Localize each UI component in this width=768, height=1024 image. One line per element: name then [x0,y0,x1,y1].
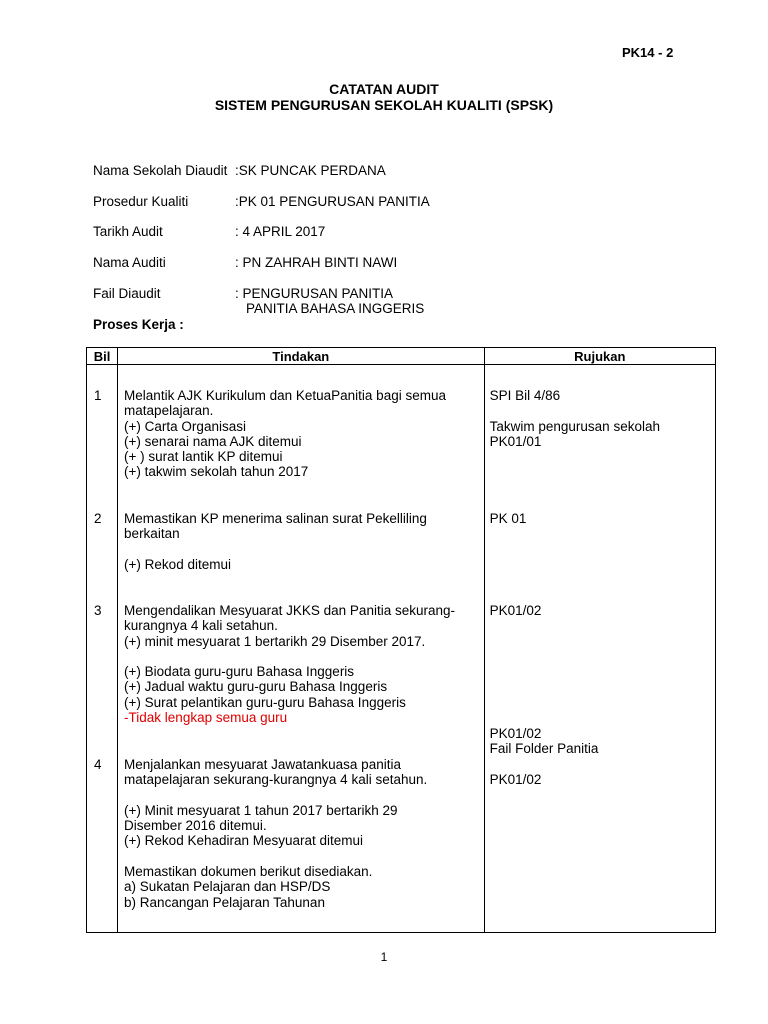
rujukan-column [484,365,715,933]
row-4-rujukan [490,772,542,787]
rujukan-line: Takwim pengurusan sekolah [489,418,660,434]
tindakan-line: Menjalankan mesyuarat Jawatankuasa panitia [124,757,401,772]
info-value-auditee: : PN ZAHRAH BINTI NAWI [235,255,398,270]
row-3-rujukan-extra [490,726,599,757]
page-number: 1 [380,950,388,964]
tindakan-line: (+) Jadual waktu guru-guru Bahasa Inggeris [124,679,388,695]
rujukan-line [490,403,660,418]
tindakan-line [124,849,427,864]
tindakan-column [118,365,485,933]
rujukan-line: PK01/02 [489,726,542,741]
row-3-rujukan [490,603,542,618]
info-label-audited-file: Fail Diaudit [93,286,161,301]
row-4-tindakan [124,757,427,910]
tindakan-line: Memastikan KP menerima salinan surat Pekelliling [124,511,427,526]
row-4-bil: 4 [94,757,102,772]
finding-note: -Tidak lengkap semua guru [124,710,288,726]
tindakan-line: kurangnya 4 kali setahun. [124,618,278,634]
row-2-rujukan [490,511,527,526]
info-label-school: Nama Sekolah Diaudit [93,163,228,178]
tindakan-line: matapelajaran sekurang-kurangnya 4 kali setahun. [124,772,428,788]
work-process-heading: Proses Kerja : [93,317,184,332]
row-3-tindakan [124,603,455,725]
rujukan-line: PK01/02 [489,603,542,618]
tindakan-line: (+) Rekod ditemui [124,556,231,572]
tindakan-line: Mengendalikan Mesyuarat JKKS dan Panitia sekurang- [124,603,455,618]
page-subtitle: SISTEM PENGURUSAN SEKOLAH KUALITI (SPSK) [214,97,554,113]
tindakan-line: (+) Rekod Kehadiran Mesyuarat ditemui [124,833,364,849]
info-value-audit-date: : 4 APRIL 2017 [235,224,326,239]
tindakan-line: a) Sukatan Pelajaran dan HSP/DS [124,879,331,895]
info-value-audited-file: : PENGURUSAN PANITIA [235,286,394,301]
info-value-school: :SK PUNCAK PERDANA [235,163,386,178]
tindakan-line [124,649,455,664]
info-label-auditee: Nama Auditi [93,255,166,270]
tindakan-line: (+) Carta Organisasi [124,418,246,434]
row-3-bil: 3 [94,603,102,618]
document-code: PK14 - 2 [622,45,674,60]
row-2-tindakan [124,511,427,572]
tindakan-line: (+) Surat pelantikan guru-guru Bahasa Inggeris [124,694,406,710]
info-value-procedure: :PK 01 PENGURUSAN PANITIA [235,194,430,209]
rujukan-line: PK01/01 [489,433,542,449]
bil-column [87,365,118,933]
tindakan-line [124,542,427,557]
tindakan-line: (+ ) surat lantik KP ditemui [124,449,283,465]
header-rujukan: Rujukan [484,348,715,365]
tindakan-line: (+) Minit mesyuarat 1 tahun 2017 bertarikh 29 [124,802,398,818]
tindakan-line: Disember 2016 ditemui. [124,818,267,834]
row-1-tindakan [124,388,446,480]
tindakan-line: berkaitan [124,526,180,542]
row-1-rujukan [490,388,660,449]
header-bil: Bil [87,348,118,365]
table-body-row [87,365,716,933]
rujukan-line: SPI Bil 4/86 [489,388,561,403]
tindakan-line: (+) Biodata guru-guru Bahasa Inggeris [124,664,355,680]
page-title: CATATAN AUDIT [329,81,439,97]
tindakan-line: Memastikan dokumen berikut disediakan. [124,864,373,880]
rujukan-line: Fail Folder Panitia [489,741,599,757]
tindakan-line [124,788,427,803]
tindakan-line: b) Rancangan Pelajaran Tahunan [124,894,325,910]
audit-table [86,347,716,933]
tindakan-line: (+) minit mesyuarat 1 bertarikh 29 Disember 2017. [124,633,426,649]
info-label-audit-date: Tarikh Audit [93,224,163,239]
header-tindakan: Tindakan [118,348,485,365]
info-value-audited-file-line2: PANITIA BAHASA INGGERIS [246,301,425,316]
tindakan-line: (+) takwim sekolah tahun 2017 [124,464,309,480]
rujukan-line: PK 01 [489,511,527,526]
tindakan-line: (+) senarai nama AJK ditemui [124,433,302,449]
tindakan-line: Melantik AJK Kurikulum dan KetuaPanitia bagi semua [124,388,446,403]
rujukan-line: PK01/02 [489,772,542,787]
row-1-bil: 1 [94,388,102,403]
info-label-procedure: Prosedur Kualiti [93,194,189,209]
row-2-bil: 2 [94,511,102,526]
table-header-row [87,348,716,365]
tindakan-line: matapelajaran. [124,403,214,419]
